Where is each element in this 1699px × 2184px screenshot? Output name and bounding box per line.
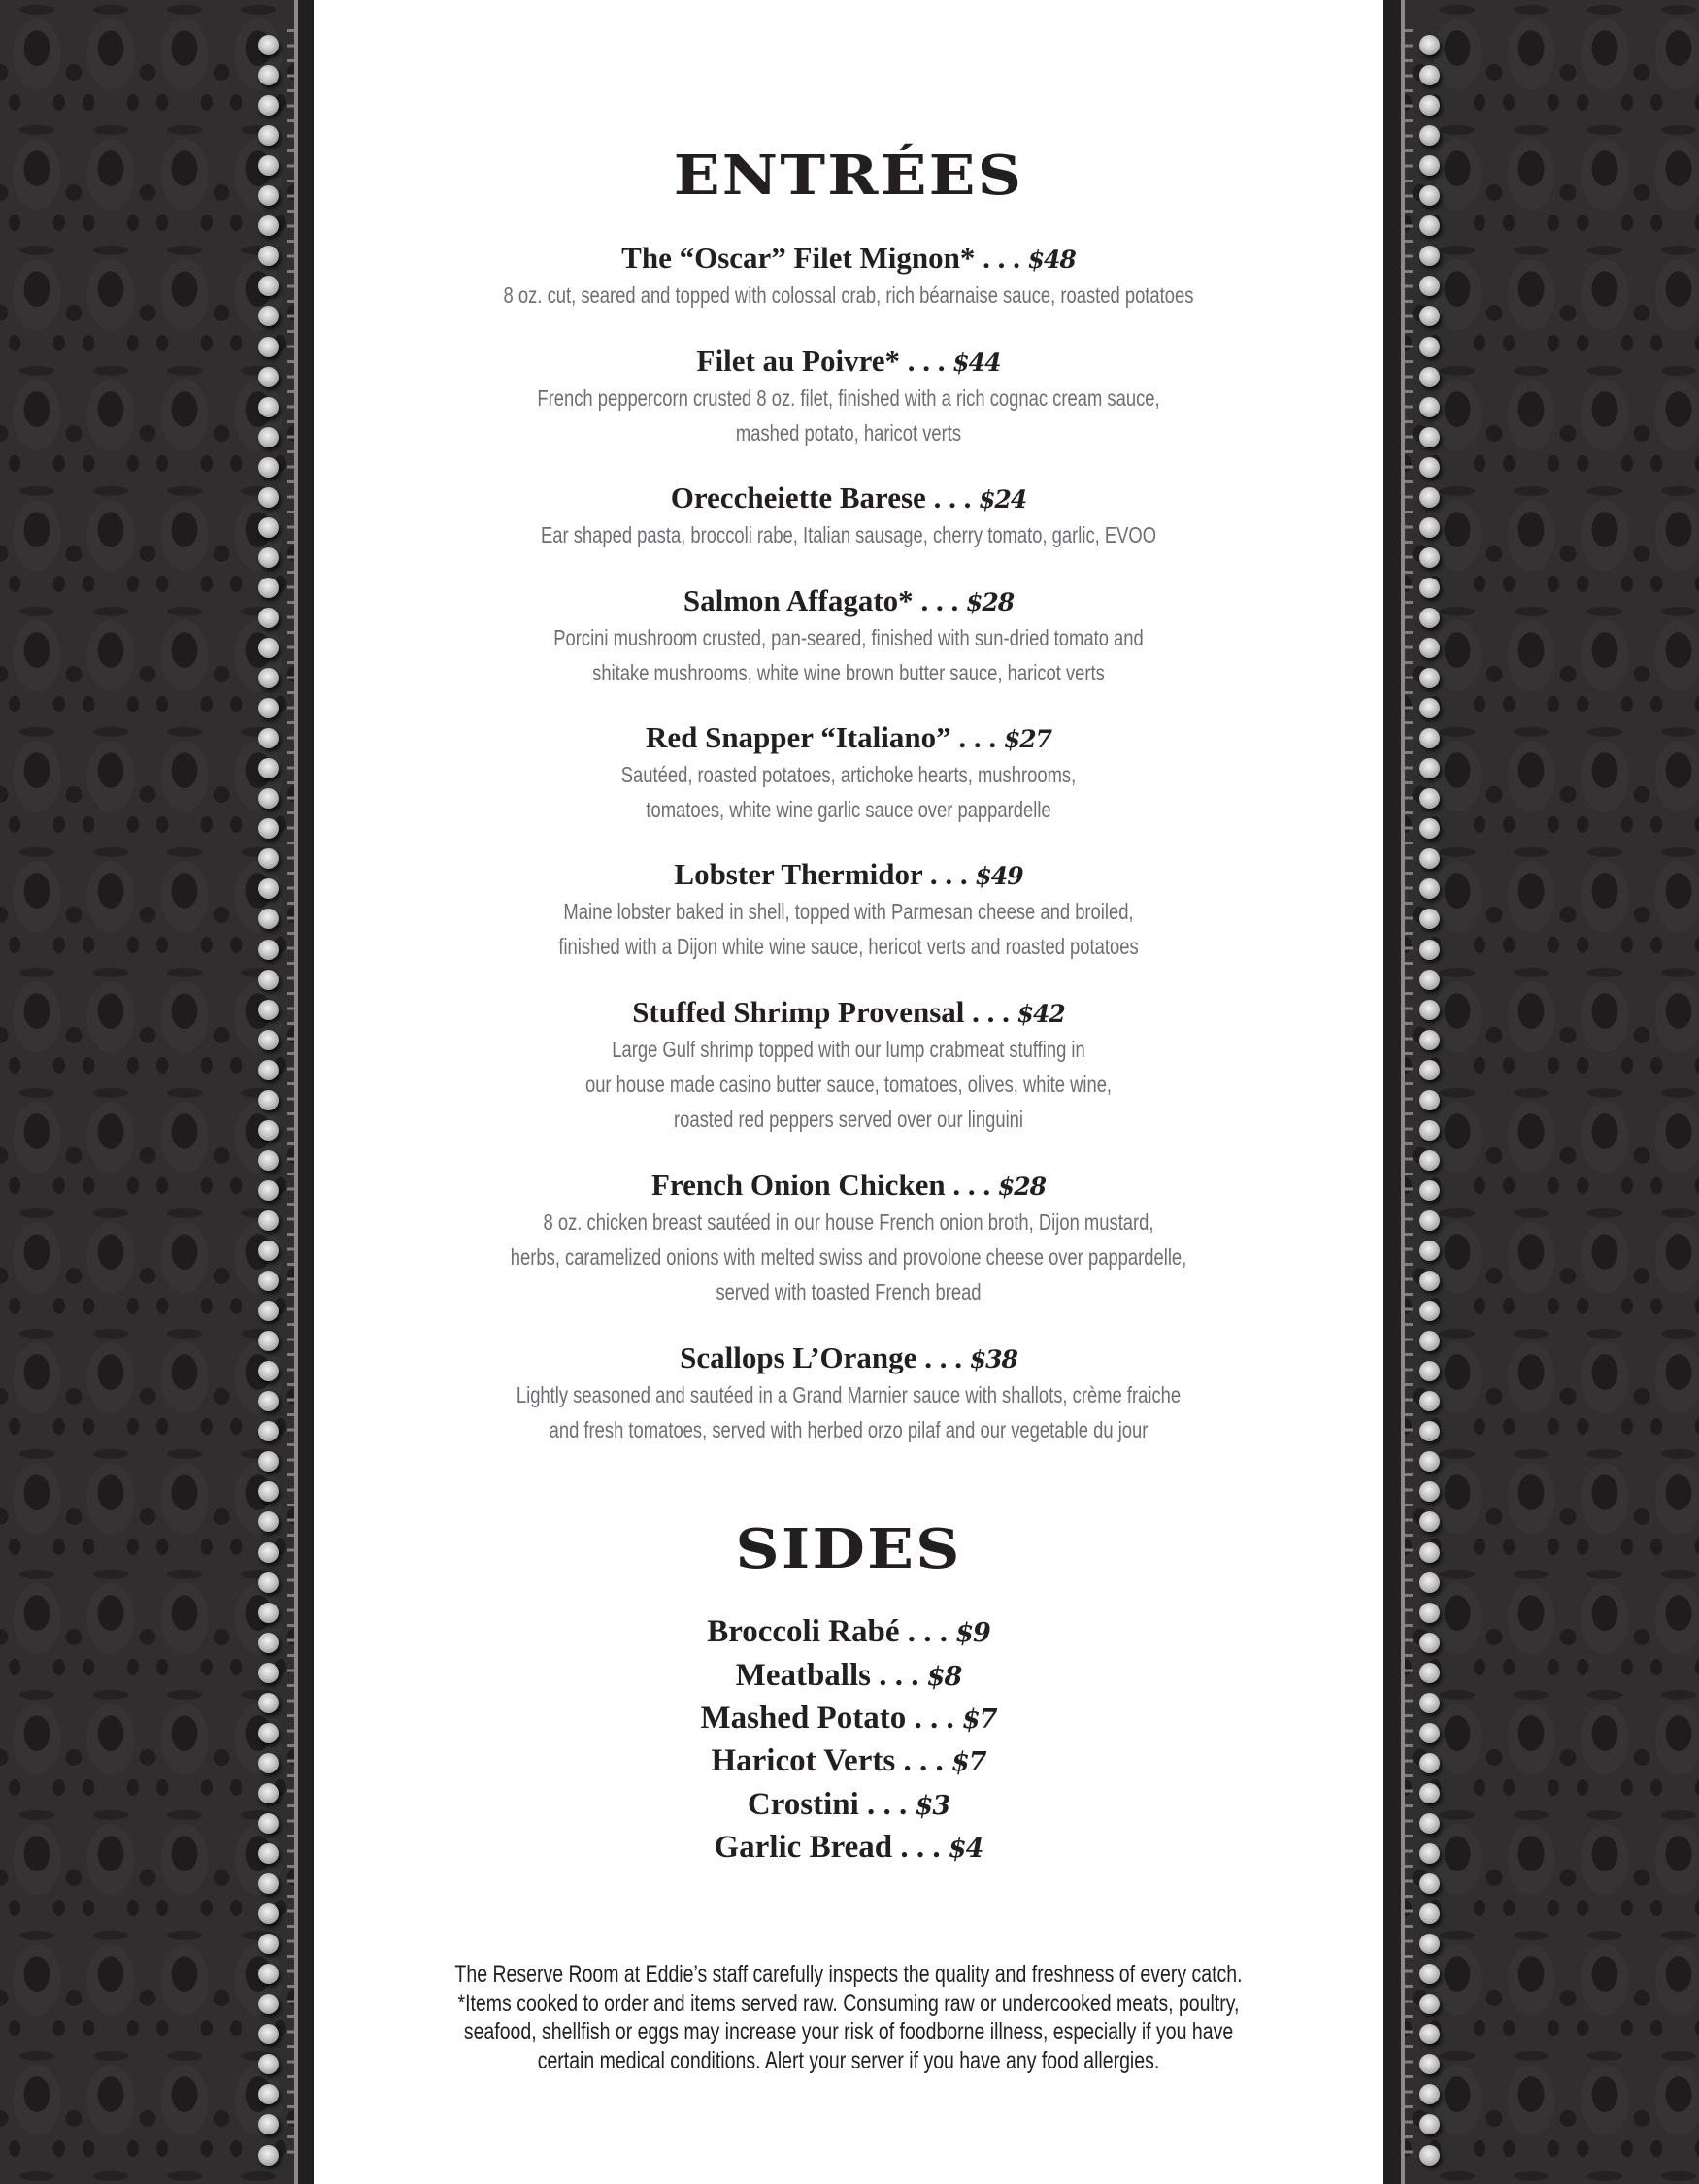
pearl-bead-icon [258, 276, 279, 296]
entree-price: $42 [1016, 1000, 1065, 1028]
pearl-bead-icon [1419, 367, 1440, 387]
entree-item [314, 857, 1383, 964]
entree-item [314, 480, 1383, 552]
pearl-bead-icon [1419, 35, 1440, 55]
entree-description: mashed potato, haricot verts [735, 420, 962, 446]
entree-name-line [314, 720, 1383, 757]
pearl-bead-icon [1419, 1723, 1440, 1743]
pearl-bead-icon [1419, 818, 1440, 839]
pearl-bead-icon [258, 878, 279, 899]
side-price: $7 [961, 1704, 997, 1735]
pearl-bead-icon [258, 608, 279, 628]
pearl-bead-icon [1419, 1994, 1440, 2014]
pearl-bead-icon [1419, 65, 1440, 85]
rail-right [1401, 0, 1405, 2184]
entree-name-line [314, 1168, 1383, 1205]
pearl-bead-icon [1419, 909, 1440, 929]
side-item [314, 1656, 1383, 1697]
side-price: $3 [915, 1791, 950, 1821]
pearl-bead-icon [1419, 788, 1440, 809]
pearl-bead-icon [1419, 1753, 1440, 1773]
pearl-bead-icon [258, 125, 279, 146]
separator-dots: . . . [892, 1830, 949, 1865]
pearl-bead-icon [258, 1663, 279, 1683]
side-name: Crostini [747, 1787, 859, 1822]
pearl-bead-icon [258, 1331, 279, 1351]
pearl-bead-icon [258, 1603, 279, 1623]
pearl-bead-icon [1419, 1150, 1440, 1171]
pearl-bead-icon [258, 1964, 279, 1984]
pearl-bead-icon [1419, 276, 1440, 296]
entree-description: Maine lobster baked in shell, topped with Parmesan cheese and broiled, [563, 899, 1134, 924]
pearl-bead-icon [1419, 668, 1440, 688]
separator-dots: . . . [858, 1787, 916, 1822]
pearl-bead-icon [258, 758, 279, 778]
pearl-bead-icon [258, 2024, 279, 2044]
side-price: $7 [950, 1747, 986, 1777]
side-item [314, 1828, 1383, 1869]
pearl-bead-icon [258, 487, 279, 508]
pearl-bead-icon [1419, 337, 1440, 357]
pearl-bead-icon [1419, 1000, 1440, 1020]
pearl-bead-icon [1419, 1481, 1440, 1502]
side-name: Garlic Bread [714, 1830, 893, 1865]
separator-dots: . . . [945, 1168, 998, 1202]
pearl-bead-icon [258, 397, 279, 417]
pearl-bead-icon [258, 1451, 279, 1472]
side-price: $4 [948, 1834, 983, 1864]
pearl-bead-icon [258, 1301, 279, 1321]
pearl-bead-icon [1419, 1964, 1440, 1984]
pearl-bead-icon [1419, 758, 1440, 778]
pearl-bead-icon [1419, 215, 1440, 236]
entree-description: our house made casino butter sauce, tomatoes, olives, white wine, [584, 1072, 1113, 1097]
pearl-column-left [255, 0, 281, 2184]
pearl-bead-icon [1419, 427, 1440, 447]
pearl-bead-icon [258, 1180, 279, 1201]
pearl-bead-icon [258, 1030, 279, 1050]
pearl-bead-icon [258, 1723, 279, 1743]
rail-ticks-right [1405, 29, 1413, 2155]
entree-item [314, 995, 1383, 1137]
separator-dots: . . . [871, 1658, 927, 1693]
pearl-bead-icon [258, 1210, 279, 1231]
pearl-bead-icon [258, 1421, 279, 1441]
entree-price: $48 [1027, 246, 1076, 274]
pearl-bead-icon [258, 1994, 279, 2014]
entree-description: served with toasted French bread [716, 1279, 982, 1305]
entrees-heading: ENTRÉES [673, 144, 1024, 208]
entree-name-line [314, 583, 1383, 620]
pearl-bead-icon [258, 215, 279, 236]
pearl-bead-icon [258, 1120, 279, 1141]
sides-heading: SIDES [735, 1517, 962, 1581]
pearl-bead-icon [258, 1241, 279, 1261]
pearl-bead-icon [258, 1361, 279, 1381]
entree-name: Red Snapper “Italiano” [645, 720, 951, 754]
pearl-bead-icon [258, 95, 279, 116]
separator-dots: . . . [899, 1614, 956, 1649]
pearl-bead-icon [1419, 1090, 1440, 1110]
pearl-bead-icon [258, 2054, 279, 2074]
entree-item [314, 720, 1383, 827]
entree-description: Porcini mushroom crusted, pan-seared, finished with sun-dried tomato and [553, 625, 1144, 650]
pearl-bead-icon [1419, 2114, 1440, 2134]
entree-name: The “Oscar” Filet Mignon* [621, 241, 976, 275]
entree-name-line [314, 995, 1383, 1032]
pearl-bead-icon [1419, 848, 1440, 869]
pearl-bead-icon [258, 35, 279, 55]
entree-description: Lightly seasoned and sautéed in a Grand Marnier sauce with shallots, crème fraiche [516, 1382, 1182, 1407]
entree-item [314, 1168, 1383, 1309]
disclaimer-line: *Items cooked to order and items served raw. Consuming raw or undercooked meats, poultry, [457, 1989, 1240, 2017]
pearl-bead-icon [1419, 578, 1440, 598]
pearl-bead-icon [1419, 517, 1440, 538]
pearl-bead-icon [1419, 1421, 1440, 1441]
pearl-bead-icon [1419, 698, 1440, 718]
pearl-bead-icon [258, 578, 279, 598]
separator-dots: . . . [964, 995, 1017, 1029]
pearl-bead-icon [258, 728, 279, 748]
pearl-bead-icon [1419, 125, 1440, 146]
pearl-bead-icon [1419, 2084, 1440, 2104]
pearl-bead-icon [1419, 1813, 1440, 1834]
pearl-bead-icon [258, 517, 279, 538]
pearl-bead-icon [258, 1060, 279, 1080]
entree-name: Scallops L’Orange [680, 1340, 917, 1374]
entree-description: 8 oz. chicken breast sautéed in our house French onion broth, Dijon mustard, [543, 1209, 1154, 1235]
entree-description: Sautéed, roasted potatoes, artichoke hearts, mushrooms, [620, 762, 1077, 787]
pearl-bead-icon [258, 1000, 279, 1020]
pearl-bead-icon [1419, 2054, 1440, 2074]
pearl-bead-icon [258, 2084, 279, 2104]
side-name: Broccoli Rabé [707, 1614, 900, 1649]
pearl-bead-icon [1419, 1633, 1440, 1653]
damask-border-left [0, 0, 297, 2184]
side-item [314, 1699, 1383, 1739]
pearl-bead-icon [1419, 397, 1440, 417]
pearl-bead-icon [1419, 487, 1440, 508]
pearl-bead-icon [258, 337, 279, 357]
side-name: Meatballs [735, 1658, 871, 1693]
entree-description: Ear shaped pasta, broccoli rabe, Italian sausage, cherry tomato, garlic, EVOO [540, 522, 1157, 547]
entree-description: herbs, caramelized onions with melted swiss and provolone cheese over pappardelle, [510, 1244, 1187, 1270]
entree-name-line [314, 1340, 1383, 1377]
pearl-bead-icon [258, 1150, 279, 1171]
side-item [314, 1612, 1383, 1653]
pearl-bead-icon [1419, 1060, 1440, 1080]
separator-dots: . . . [916, 1340, 970, 1374]
pearl-bead-icon [1419, 1603, 1440, 1623]
pearl-bead-icon [1419, 878, 1440, 899]
pearl-bead-icon [1419, 1693, 1440, 1713]
separator-dots: . . . [925, 480, 980, 514]
side-price: $8 [926, 1662, 962, 1692]
pearl-bead-icon [258, 1391, 279, 1411]
pearl-column-right [1416, 0, 1442, 2184]
pearl-bead-icon [1419, 1331, 1440, 1351]
pearl-bead-icon [258, 1903, 279, 1924]
entree-item [314, 241, 1383, 313]
entree-description: French peppercorn crusted 8 oz. filet, finished with a rich cognac cream sauce, [537, 385, 1160, 411]
entree-description: Large Gulf shrimp topped with our lump crabmeat stuffing in [612, 1037, 1085, 1062]
disclaimer-line: certain medical conditions. Alert your server if you have any food allergies. [537, 2046, 1160, 2074]
side-price: $9 [955, 1618, 990, 1648]
pearl-bead-icon [1419, 2024, 1440, 2044]
side-name: Haricot Verts [711, 1743, 896, 1778]
pearl-bead-icon [258, 1873, 279, 1894]
separator-dots: . . . [906, 1701, 962, 1736]
dark-strip-left [298, 0, 314, 2184]
dark-strip-right [1383, 0, 1401, 2184]
pearl-bead-icon [258, 638, 279, 658]
disclaimer-line: The Reserve Room at Eddie’s staff carefully inspects the quality and freshness of every catch. [454, 1961, 1243, 1988]
entree-item [314, 583, 1383, 690]
entree-name: Oreccheiette Barese [670, 480, 926, 514]
entree-price: $24 [979, 485, 1027, 513]
pearl-bead-icon [258, 457, 279, 478]
separator-dots: . . . [895, 1743, 951, 1778]
entree-description: shitake mushrooms, white wine brown butter sauce, haricot verts [592, 660, 1105, 685]
pearl-bead-icon [258, 970, 279, 990]
separator-dots: . . . [913, 583, 966, 617]
pearl-bead-icon [258, 1090, 279, 1110]
pearl-bead-icon [258, 1934, 279, 1954]
pearl-bead-icon [1419, 1180, 1440, 1201]
pearl-bead-icon [1419, 1120, 1440, 1141]
separator-dots: . . . [950, 720, 1004, 754]
side-item [314, 1741, 1383, 1782]
pearl-bead-icon [1419, 1903, 1440, 1924]
pearl-bead-icon [1419, 1934, 1440, 1954]
pearl-bead-icon [258, 668, 279, 688]
entree-description: finished with a Dijon white wine sauce, hericot verts and roasted potatoes [558, 934, 1139, 959]
damask-border-right [1401, 0, 1699, 2184]
pearl-bead-icon [258, 1843, 279, 1864]
entree-name: Filet au Poivre* [696, 344, 901, 378]
pearl-bead-icon [1419, 608, 1440, 628]
entree-name-line [314, 857, 1383, 894]
pearl-bead-icon [258, 788, 279, 809]
pearl-bead-icon [258, 909, 279, 929]
entree-name-line [314, 241, 1383, 278]
pearl-bead-icon [258, 427, 279, 447]
pearl-bead-icon [258, 246, 279, 266]
pearl-bead-icon [258, 1481, 279, 1502]
pearl-bead-icon [1419, 457, 1440, 478]
pearl-bead-icon [1419, 2145, 1440, 2166]
separator-dots: . . . [922, 857, 976, 891]
pearl-bead-icon [1419, 306, 1440, 326]
pearl-bead-icon [1419, 1301, 1440, 1321]
entree-price: $28 [965, 588, 1015, 616]
pearl-bead-icon [258, 1783, 279, 1803]
pearl-bead-icon [1419, 1843, 1440, 1864]
pearl-bead-icon [1419, 1391, 1440, 1411]
pearl-bead-icon [258, 848, 279, 869]
pearl-bead-icon [1419, 246, 1440, 266]
separator-dots: . . . [900, 344, 953, 378]
entree-price: $44 [952, 348, 1001, 377]
entree-description: roasted red peppers served over our linguini [673, 1107, 1024, 1132]
entree-item [314, 344, 1383, 450]
side-name: Mashed Potato [700, 1701, 907, 1736]
pearl-bead-icon [1419, 638, 1440, 658]
entree-price: $38 [969, 1345, 1017, 1373]
pearl-bead-icon [1419, 728, 1440, 748]
pearl-bead-icon [258, 65, 279, 85]
pearl-bead-icon [1419, 1361, 1440, 1381]
pearl-bead-icon [258, 1813, 279, 1834]
pearl-bead-icon [258, 698, 279, 718]
pearl-bead-icon [258, 547, 279, 568]
entree-name-line [314, 344, 1383, 381]
pearl-bead-icon [258, 367, 279, 387]
entree-description: 8 oz. cut, seared and topped with colossal crab, rich béarnaise sauce, roasted potatoes [503, 282, 1194, 308]
entree-description: and fresh tomatoes, served with herbed orzo pilaf and our vegetable du jour [549, 1417, 1149, 1442]
pearl-bead-icon [258, 1633, 279, 1653]
entree-name-line [314, 480, 1383, 517]
pearl-bead-icon [1419, 1210, 1440, 1231]
pearl-bead-icon [1419, 940, 1440, 960]
pearl-bead-icon [1419, 1663, 1440, 1683]
pearl-bead-icon [1419, 970, 1440, 990]
pearl-bead-icon [258, 818, 279, 839]
entree-item [314, 1340, 1383, 1447]
allergy-disclaimer [314, 1961, 1383, 2075]
entree-name: Lobster Thermidor [674, 857, 923, 891]
entree-price: $28 [997, 1173, 1047, 1201]
pearl-bead-icon [1419, 95, 1440, 116]
pearl-bead-icon [258, 1271, 279, 1291]
pearl-bead-icon [1419, 547, 1440, 568]
pearl-bead-icon [1419, 1783, 1440, 1803]
pearl-bead-icon [1419, 1241, 1440, 1261]
pearl-bead-icon [258, 1753, 279, 1773]
entree-description: tomatoes, white wine garlic sauce over pappardelle [646, 797, 1051, 822]
pearl-bead-icon [258, 1693, 279, 1713]
pearl-bead-icon [1419, 1873, 1440, 1894]
pearl-bead-icon [258, 306, 279, 326]
entree-name: Salmon Affagato* [683, 583, 914, 617]
pearl-bead-icon [1419, 1030, 1440, 1050]
pearl-bead-icon [258, 2114, 279, 2134]
entree-name: Stuffed Shrimp Provensal [632, 995, 965, 1029]
pearl-bead-icon [258, 2145, 279, 2166]
entree-price: $27 [1003, 725, 1052, 753]
side-item [314, 1785, 1383, 1826]
pearl-bead-icon [1419, 1271, 1440, 1291]
disclaimer-line: seafood, shellfish or eggs may increase your risk of foodborne illness, especially if you have [463, 2018, 1234, 2045]
pearl-bead-icon [258, 940, 279, 960]
pearl-bead-icon [1419, 1451, 1440, 1472]
menu-page [314, 0, 1383, 2184]
entree-name: French Onion Chicken [650, 1168, 946, 1202]
separator-dots: . . . [975, 241, 1028, 275]
entree-price: $49 [975, 862, 1023, 890]
